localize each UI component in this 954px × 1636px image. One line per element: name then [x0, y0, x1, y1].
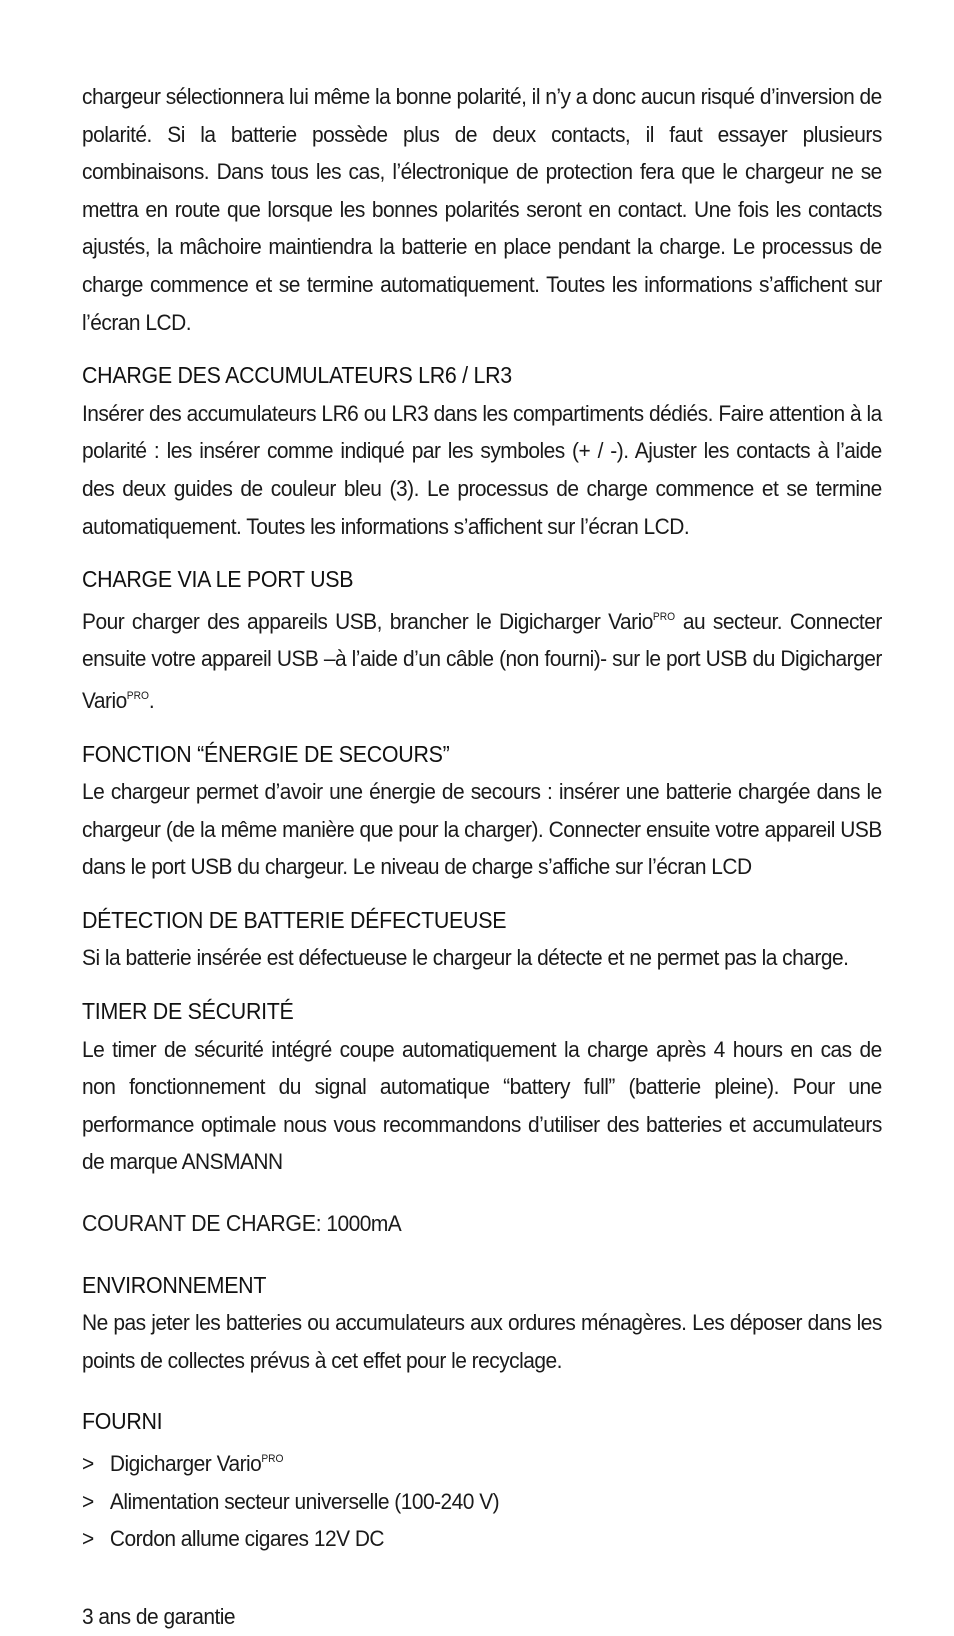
heading-charge-current: COURANT DE CHARGE	[82, 1210, 316, 1237]
heading-lr6: CHARGE DES ACCUMULATEURS LR6 / LR3	[82, 362, 512, 389]
superscript-pro: PRO	[126, 689, 149, 702]
heading-supplied: FOURNI	[82, 1408, 163, 1435]
list-item: > Cordon allume cigares 12V DC	[82, 1520, 882, 1558]
warranty-text: 3 ans de garantie	[82, 1603, 236, 1629]
paragraph-defect-detection: Si la batterie insérée est défectueuse le chargeur la détecte et ne permet pas la charge.	[82, 945, 849, 971]
list-marker: >	[82, 1526, 94, 1552]
charge-current-line: COURANT DE CHARGE: 1000mA	[82, 1210, 402, 1237]
heading-safety-timer: TIMER DE SÉCURITÉ	[82, 998, 294, 1025]
charge-current-value: 1000mA	[321, 1211, 402, 1237]
supplied-list	[82, 1441, 882, 1558]
heading-defect-detection: DÉTECTION DE BATTERIE DÉFECTUEUSE	[82, 906, 507, 933]
list-item: > Digicharger Vario$^{PRO}$	[82, 1441, 882, 1483]
heading-environment: ENVIRONNEMENT	[82, 1271, 267, 1298]
heading-usb: CHARGE VIA LE PORT USB	[82, 566, 354, 593]
superscript-pro: PRO	[652, 610, 676, 623]
document-body	[82, 78, 882, 1635]
list-marker: >	[82, 1488, 94, 1514]
paragraph-usb: Pour charger des appareils USB, brancher le Digicharger Vario$^{PRO}$ au secteur. Connecter ensuite votre appareil USB –à l’aide d’un câble (non fourni)- sur le port USB du Digicharger Vario$^{PRO}$.	[82, 608, 882, 713]
list-item: > Alimentation secteur universelle (100-240 V)	[82, 1483, 882, 1521]
superscript-pro: PRO	[261, 1453, 284, 1465]
heading-backup-energy: FONCTION “ÉNERGIE DE SECOURS”	[82, 740, 450, 767]
intro-paragraph: chargeur sélectionnera lui même la bonne polarité, il n’y a donc aucun risqué d’inversion de polarité. Si la batterie possède plus de deux contacts, il faut essayer plusieurs combinaisons. Dans tous les cas, l’électronique de protection fera que le chargeur ne se mettra en route que lorsque les bonnes polarités seront en contact. Une fois les contacts ajustés, la mâchoire maintiendra la batterie en place pendant la charge. Le processus de charge commence et se termine automatiquement. Toutes les informations s’affichent sur l’écran LCD.	[82, 84, 882, 335]
list-marker: >	[82, 1451, 94, 1476]
paragraph-environment: Ne pas jeter les batteries ou accumulateurs aux ordures ménagères. Les déposer dans les points de collectes prévus à cet effet pour le recyclage.	[82, 1310, 882, 1373]
paragraph-lr6: Insérer des accumulateurs LR6 ou LR3 dans les compartiments dédiés. Faire attention à la polarité : les insérer comme indiqué par les symboles (+ / -). Ajuster les contacts à l’aide des deux guides de couleur bleu (3). Le processus de charge commence et se termine automatiquement. Toutes les informations s’affichent sur l’écran LCD.	[82, 400, 882, 539]
paragraph-safety-timer: Le timer de sécurité intégré coupe automatiquement la charge après 4 hours en cas de non fonctionnement du signal automatique “battery full” (batterie pleine). Pour une performance optimale nous vous recommandons d’utiliser des batteries et accumulateurs de marque ANSMANN	[82, 1036, 882, 1175]
paragraph-backup-energy: Le chargeur permet d’avoir une énergie de secours : insérer une batterie chargée dans le chargeur (de la même manière que pour la charger). Connecter ensuite votre appareil USB dans le port USB du chargeur. Le niveau de charge s’affiche sur l’écran LCD	[82, 779, 882, 880]
